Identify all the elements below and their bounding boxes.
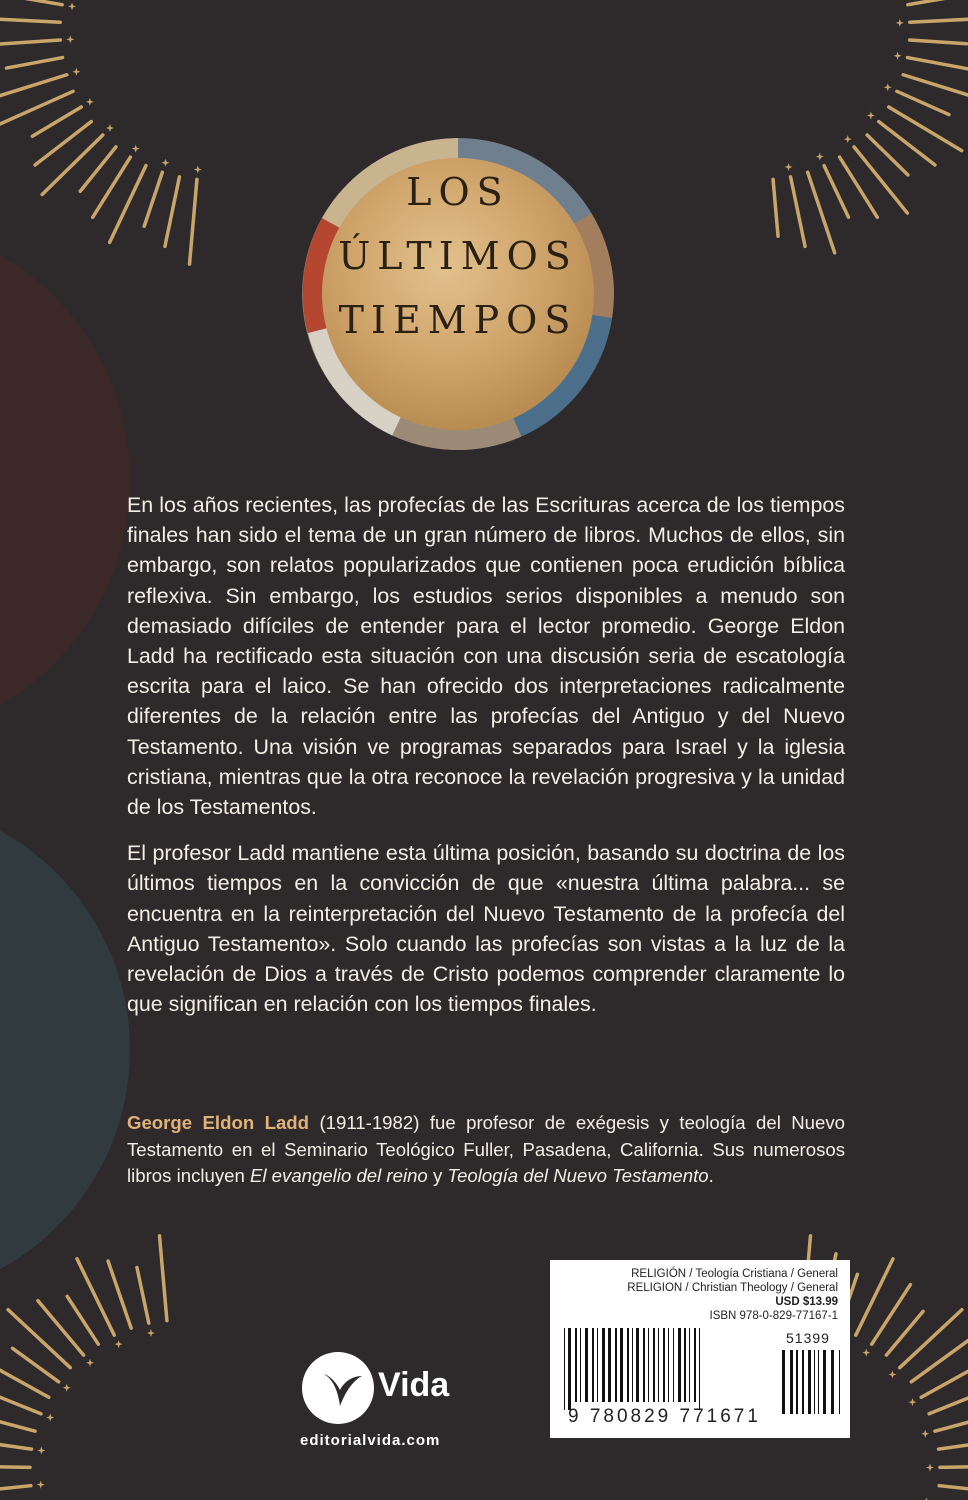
gold-ray (110, 166, 146, 243)
gold-star (894, 52, 902, 60)
barcode-addon-bar (831, 1350, 834, 1414)
barcode-bar (597, 1328, 598, 1402)
gold-ray (137, 1268, 149, 1324)
publisher-logo (300, 1350, 490, 1470)
barcode-bar (689, 1328, 690, 1402)
gold-ray (144, 172, 162, 226)
barcode-addon-digits: 51399 (786, 1330, 830, 1346)
gold-ray (190, 179, 197, 264)
barcode-addon-bar (796, 1350, 798, 1414)
barcode-bar (608, 1328, 611, 1402)
gold-ray (791, 177, 805, 247)
barcode-bar (636, 1328, 639, 1402)
gold-star (106, 124, 114, 132)
gold-star (86, 98, 94, 106)
gold-ray (935, 1413, 968, 1431)
gold-ray (160, 1236, 167, 1321)
gold-ray (908, 0, 968, 5)
publisher-url: editorialvida.com (300, 1432, 441, 1449)
ray-ornament-top-left (0, 0, 202, 264)
bio-text: (1911-1982) fue profesor de exégesis y teología del Nuevo Testamento en el Seminario Teológico Fuller, Pasadena, California. Sus numerosos libros incluyen (127, 1112, 846, 1186)
barcode-addon-bar (808, 1350, 811, 1414)
gold-ray (13, 1348, 59, 1382)
gold-ray (108, 1261, 131, 1328)
gold-ray (8, 1310, 70, 1368)
gold-ray (6, 0, 62, 5)
author-name: George Eldon Ladd (127, 1112, 310, 1133)
gold-ray (77, 1259, 114, 1335)
gold-ray (0, 1486, 31, 1492)
gold-ray (7, 58, 63, 68)
gold-star (115, 1340, 123, 1348)
description-paragraph: En los años recientes, las profecías de las Escrituras acerca de los tiempos finales han sido el tema de un gran número de libros. Muchos de ellos, sin embargo, son relatos popularizados que contienen poca erudición bíblica reflexiva. Sin embargo, los estudios serios disponibles a menudo son demasiado difíciles de entender para el lector promedio. George Eldon Ladd ha rectificado esta situación con una discusión seria de escatología escrita para el laico. Se han ofrecido dos interpretaciones radicalmente diferentes de la relación entre las profecías del Antiguo y del Nuevo Testamento. Una visión ve programas separados para Israel y la iglesia cristiana, mientras que la otra reconoce la revelación progresiva y la unidad de los Testamentos. (127, 493, 845, 820)
barcode-addon-bar (802, 1350, 804, 1414)
gold-ray (907, 58, 968, 74)
gold-ray (808, 172, 835, 253)
gold-star (844, 135, 852, 143)
gold-ray (939, 1441, 968, 1449)
gold-ray (903, 75, 968, 96)
barcode-addon-bar (790, 1350, 793, 1414)
gold-ray (0, 1382, 41, 1414)
gold-star (37, 1481, 45, 1489)
gold-star (66, 35, 74, 43)
barcode-addon-bar (818, 1350, 819, 1414)
gold-star (132, 145, 140, 153)
gold-star (896, 19, 904, 27)
barcode-bar (653, 1328, 655, 1402)
gold-star (884, 83, 892, 91)
gold-ray (856, 1259, 893, 1335)
gold-ray (32, 107, 81, 136)
barcode-addon-bar (814, 1350, 815, 1414)
gold-ray (773, 179, 778, 236)
title-line: TIEMPOS (338, 298, 578, 342)
description-paragraph: El profesor Ladd mantiene esta última posición, basando su doctrina de los últimos tiempos en la convicción de que «nuestra última palabra... se encuentra en la reinterpretación del Nuevo Testamento de la profecía del Antiguo Testamento». Solo cuando las profecías son vistas a la luz de la revelación de Dios a través de Cristo podemos comprender claramente lo que significan en relación con los tiempos finales. (127, 841, 845, 1017)
gold-star (908, 1398, 916, 1406)
gold-ray (897, 91, 949, 114)
barcode-bar (585, 1328, 588, 1402)
gold-ray (67, 1296, 98, 1344)
gold-star (162, 159, 170, 167)
barcode-bar (568, 1328, 571, 1410)
vida-heart-dove-icon (300, 1350, 376, 1426)
gold-star (68, 2, 76, 10)
gold-ray (0, 1416, 35, 1431)
barcode-bar (575, 1328, 577, 1402)
gold-ray (0, 19, 60, 23)
bio-text: . (708, 1165, 714, 1186)
barcode-bar (663, 1328, 665, 1402)
author-bio (127, 1110, 845, 1190)
price: USD $13.99 (775, 1296, 838, 1308)
barcode-bar (648, 1328, 649, 1402)
barcode-bar (684, 1328, 686, 1402)
gold-star (862, 1349, 870, 1357)
gold-ray (824, 166, 848, 218)
barcode-bar (632, 1328, 633, 1402)
gold-ray (42, 135, 103, 194)
gold-ray (886, 1311, 923, 1355)
barcode-bar (643, 1328, 645, 1402)
barcode-bar (580, 1328, 581, 1402)
gold-ray (921, 1370, 968, 1398)
book-title-1: El evangelio del reino (249, 1165, 428, 1186)
gold-star (37, 1447, 45, 1455)
title-line: LOS (406, 170, 510, 214)
gold-ray (939, 1486, 968, 1493)
gold-ray (0, 91, 73, 126)
ray-ornament-top-right (773, 0, 968, 253)
gold-ray (929, 1382, 968, 1414)
gold-star (816, 153, 824, 161)
barcode-bar (658, 1328, 659, 1402)
barcode-bar (592, 1328, 594, 1402)
gold-ray (165, 177, 179, 247)
gold-star (785, 163, 793, 171)
barcode-bar (627, 1328, 629, 1402)
barcode-bar (615, 1328, 617, 1402)
gold-ray (910, 40, 967, 44)
category-spanish: RELIGIÓN / Teología Cristiana / General (631, 1268, 838, 1280)
barcode-bar (678, 1328, 681, 1402)
barcode-digits: 9 780829 771671 (568, 1406, 761, 1427)
barcode-bar (620, 1328, 623, 1402)
barcode-bar (699, 1328, 700, 1410)
barcode-addon-bar (823, 1350, 826, 1414)
barcode-addon-bar (839, 1350, 840, 1414)
barcode-bar (673, 1328, 674, 1402)
gold-ray (0, 1439, 31, 1449)
gold-star (921, 1430, 929, 1438)
gold-ray (940, 1466, 968, 1467)
gold-star (926, 1464, 934, 1472)
gold-star (147, 1329, 155, 1337)
gold-ray (0, 1466, 30, 1467)
gold-ray (910, 19, 968, 23)
gold-ray (854, 147, 907, 213)
gold-star (63, 1384, 71, 1392)
title-line: ÚLTIMOS (338, 234, 578, 278)
book-description (127, 490, 845, 1035)
barcode-bar (564, 1328, 565, 1410)
barcode-bar (694, 1328, 696, 1402)
book-title-2: Teología del Nuevo Testamento (447, 1165, 709, 1186)
gold-ray (900, 1310, 962, 1368)
gold-star (86, 1359, 94, 1367)
barcode-bar (668, 1328, 669, 1402)
gold-star (72, 68, 80, 76)
gold-ray (0, 40, 60, 46)
category-english: RELIGION / Christian Theology / General (627, 1282, 838, 1294)
gold-ray (0, 75, 67, 96)
bio-text: y (427, 1165, 448, 1186)
publisher-name: Vida (378, 1366, 450, 1404)
isbn: ISBN 978-0-829-77167-1 (709, 1310, 838, 1322)
gold-star (194, 165, 202, 173)
gold-star (867, 112, 875, 120)
gold-star (46, 1414, 54, 1422)
gold-star (888, 1371, 896, 1379)
gold-ray (889, 107, 962, 151)
barcode-addon-bar (782, 1350, 785, 1414)
barcode-bar (602, 1328, 605, 1402)
ray-ornament-bottom-left (0, 1236, 167, 1500)
barcode-label (550, 1260, 850, 1438)
book-title (302, 160, 614, 352)
